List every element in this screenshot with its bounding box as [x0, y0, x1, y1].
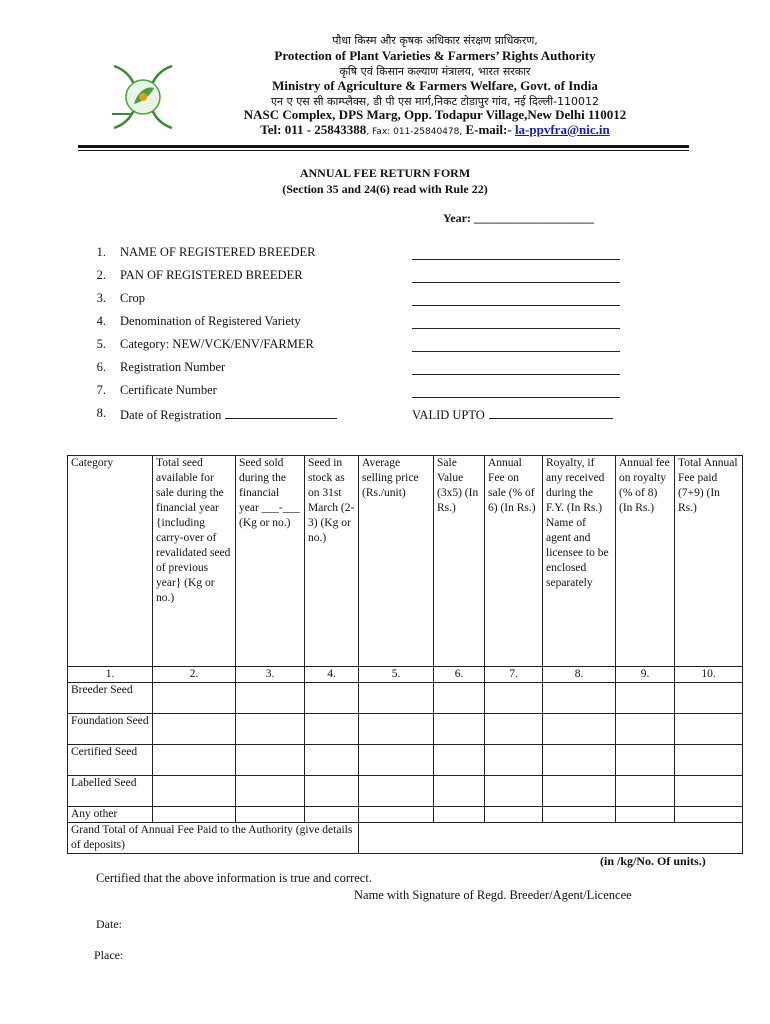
field-number: 5.	[96, 337, 106, 351]
category-input[interactable]	[412, 337, 620, 352]
table-cell[interactable]	[434, 714, 485, 745]
column-number: 10.	[675, 667, 743, 683]
column-number: 3.	[236, 667, 305, 683]
table-row-breeder-seed	[68, 683, 743, 714]
field-row-breeder-name	[92, 245, 632, 261]
valid-upto-text: VALID UPTO	[412, 408, 485, 422]
signature-label: Name with Signature of Regd. Breeder/Agent/Licencee	[354, 888, 632, 902]
table-cell[interactable]	[543, 683, 616, 714]
column-header-average-price: Average selling price (Rs./unit)	[359, 456, 434, 667]
table-cell[interactable]	[616, 714, 675, 745]
telephone-number: Tel: 011 - 25843388	[260, 122, 367, 137]
table-cell[interactable]	[434, 776, 485, 807]
table-cell[interactable]	[434, 745, 485, 776]
table-cell[interactable]	[543, 807, 616, 823]
table-cell[interactable]	[359, 745, 434, 776]
row-label: Any other	[68, 807, 153, 823]
annual-fee-table	[67, 455, 743, 854]
field-number: 3.	[96, 291, 106, 305]
field-row-breeder-pan	[92, 268, 632, 284]
header-hindi-ministry: कृषि एवं किसान कल्याण मंत्रालय, भारत सरकार	[339, 65, 531, 78]
table-cell[interactable]	[616, 683, 675, 714]
field-row-date-of-registration	[92, 406, 632, 422]
grand-total-cell[interactable]	[359, 823, 743, 854]
column-header-seed-in-stock: Seed in stock as on 31st March (2-3) (Kg or no.)	[305, 456, 359, 667]
date-label: Date:	[96, 917, 122, 931]
row-label: Foundation Seed	[68, 714, 153, 745]
header-english-ministry: Ministry of Agriculture & Farmers Welfare, Govt. of India	[272, 78, 598, 93]
field-number: 2.	[96, 268, 106, 282]
column-header-total-seed: Total seed available for sale during the financial year {including carry-over of revalidated seed of previous year} (Kg or no.)	[153, 456, 236, 667]
field-number: 8.	[96, 406, 106, 420]
table-cell[interactable]	[675, 807, 743, 823]
field-row-crop	[92, 291, 632, 307]
field-number: 4.	[96, 314, 106, 328]
table-cell[interactable]	[305, 683, 359, 714]
table-cell[interactable]	[616, 807, 675, 823]
table-cell[interactable]	[236, 807, 305, 823]
table-cell[interactable]	[236, 776, 305, 807]
header-english-title: Protection of Plant Varieties & Farmers’ Rights Authority	[274, 48, 596, 63]
units-note: (in /kg/No. Of units.)	[600, 854, 706, 868]
table-cell[interactable]	[675, 683, 743, 714]
field-label: Registration Number	[120, 360, 226, 374]
valid-upto-label	[412, 406, 613, 423]
table-cell[interactable]	[434, 807, 485, 823]
certification-statement: Certified that the above information is true and correct.	[96, 871, 372, 885]
table-cell[interactable]	[434, 683, 485, 714]
form-subtitle: (Section 35 and 24(6) read with Rule 22)	[282, 182, 488, 196]
table-cell[interactable]	[359, 683, 434, 714]
column-header-annual-fee-on-royalty: Annual fee on royalty (% of 8) (In Rs.)	[616, 456, 675, 667]
field-number: 6.	[96, 360, 106, 374]
table-cell[interactable]	[236, 714, 305, 745]
column-header-total-annual-fee: Total Annual Fee paid (7+9) (In Rs.)	[675, 456, 743, 667]
field-number: 7.	[96, 383, 106, 397]
header-hindi-title: पौधा किस्म और कृषक अधिकार संरक्षण प्राधिकरण,	[332, 34, 538, 47]
table-cell[interactable]	[153, 807, 236, 823]
table-row-any-other	[68, 807, 743, 823]
table-cell[interactable]	[543, 745, 616, 776]
table-cell[interactable]	[675, 714, 743, 745]
field-label: Category: NEW/VCK/ENV/FARMER	[120, 337, 314, 351]
breeder-pan-input[interactable]	[412, 268, 620, 283]
table-row-grand-total	[68, 823, 743, 854]
table-cell[interactable]	[616, 745, 675, 776]
fax-number: , Fax: 011-25840478,	[366, 127, 463, 137]
grand-total-label: Grand Total of Annual Fee Paid to the Authority (give details of deposits)	[68, 823, 359, 854]
column-header-seed-sold: Seed sold during the financial year ___-___ (Kg or no.)	[236, 456, 305, 667]
table-cell[interactable]	[485, 745, 543, 776]
field-label: Denomination of Registered Variety	[120, 314, 301, 328]
date-of-registration-label	[120, 406, 337, 423]
field-label: Date of Registration	[120, 408, 222, 422]
table-cell[interactable]	[485, 714, 543, 745]
table-cell[interactable]	[543, 776, 616, 807]
form-title: ANNUAL FEE RETURN FORM	[299, 166, 471, 180]
column-number: 9.	[616, 667, 675, 683]
table-cell[interactable]	[305, 714, 359, 745]
header-divider-thick	[78, 145, 689, 148]
column-number: 5.	[359, 667, 434, 683]
field-label: NAME OF REGISTERED BREEDER	[120, 245, 316, 259]
place-label: Place:	[94, 948, 124, 962]
table-cell[interactable]	[153, 776, 236, 807]
breeder-name-input[interactable]	[412, 245, 620, 260]
registration-number-input[interactable]	[412, 360, 620, 375]
field-number: 1.	[96, 245, 106, 259]
field-row-registration-number	[92, 360, 632, 376]
table-cell[interactable]	[616, 776, 675, 807]
crop-input[interactable]	[412, 291, 620, 306]
field-row-denomination	[92, 314, 632, 330]
table-row-foundation-seed	[68, 714, 743, 745]
header-divider-thin	[78, 150, 689, 151]
field-row-category	[92, 337, 632, 353]
denomination-input[interactable]	[412, 314, 620, 329]
table-cell[interactable]	[359, 807, 434, 823]
certificate-number-input[interactable]	[412, 383, 620, 398]
row-label: Breeder Seed	[68, 683, 153, 714]
table-cell[interactable]	[305, 807, 359, 823]
column-number: 2.	[153, 667, 236, 683]
table-cell[interactable]	[675, 776, 743, 807]
field-label: Certificate Number	[120, 383, 217, 397]
column-header-annual-fee-on-sale: Annual Fee on sale (% of 6) (In Rs.)	[485, 456, 543, 667]
header-hindi-address: एन ए एस सी काम्प्लैक्स, डी पी एस मार्ग,निकट टोडापुर गांव, नई दिल्ली-110012	[270, 95, 600, 108]
table-cell[interactable]	[236, 745, 305, 776]
table-cell[interactable]	[236, 683, 305, 714]
year-field[interactable]: Year: ____________________	[443, 211, 594, 225]
field-label: Crop	[120, 291, 145, 305]
date-of-registration-input[interactable]	[225, 406, 337, 419]
row-label: Labelled Seed	[68, 776, 153, 807]
table-cell[interactable]	[359, 714, 434, 745]
table-cell[interactable]	[153, 714, 236, 745]
table-cell[interactable]	[675, 745, 743, 776]
email-link[interactable]: la-ppvfra@nic.in	[514, 122, 610, 137]
table-cell[interactable]	[485, 776, 543, 807]
column-number-row	[68, 667, 743, 683]
column-number: 4.	[305, 667, 359, 683]
valid-upto-input[interactable]	[489, 406, 613, 419]
table-cell[interactable]	[359, 776, 434, 807]
table-cell[interactable]	[485, 683, 543, 714]
column-header-sale-value: Sale Value (3x5) (In Rs.)	[434, 456, 485, 667]
table-row-certified-seed	[68, 745, 743, 776]
column-header-category: Category	[68, 456, 153, 667]
table-cell[interactable]	[305, 745, 359, 776]
field-row-certificate-number	[92, 383, 632, 399]
column-number: 8.	[543, 667, 616, 683]
field-label: PAN OF REGISTERED BREEDER	[120, 268, 303, 282]
table-header-row	[68, 456, 743, 667]
table-cell[interactable]	[305, 776, 359, 807]
email-label: E-mail:-	[462, 122, 515, 137]
column-number: 6.	[434, 667, 485, 683]
table-cell[interactable]	[485, 807, 543, 823]
header-contact-line	[195, 122, 675, 138]
table-cell[interactable]	[543, 714, 616, 745]
ppvfra-logo	[104, 62, 182, 132]
row-label: Certified Seed	[68, 745, 153, 776]
column-number: 7.	[485, 667, 543, 683]
table-cell[interactable]	[153, 683, 236, 714]
column-header-royalty: Royalty, if any received during the F.Y. (In Rs.) Name of agent and licensee to be enclosed separately	[543, 456, 616, 667]
table-cell[interactable]	[153, 745, 236, 776]
column-number: 1.	[68, 667, 153, 683]
header-english-address: NASC Complex, DPS Marg, Opp. Todapur Village,New Delhi 110012	[243, 107, 627, 122]
table-row-labelled-seed	[68, 776, 743, 807]
